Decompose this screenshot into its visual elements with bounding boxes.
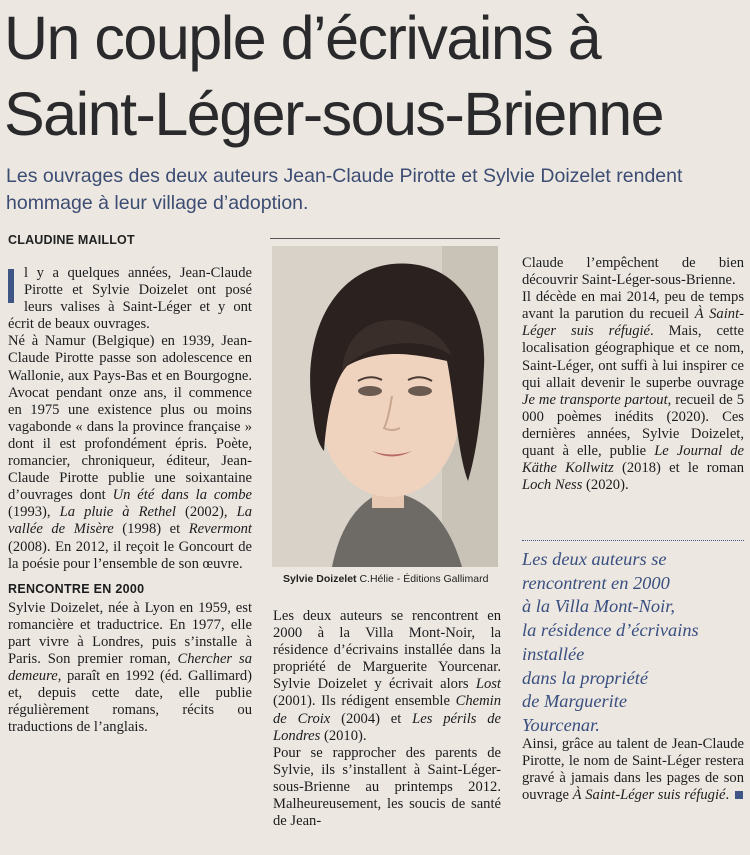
- column-1: [8, 265, 252, 737]
- book-title: Lost: [475, 676, 501, 693]
- pullquote-line: la résidence d’écrivains: [522, 620, 699, 641]
- legacy-paragraph: Il décède en mai 2014, peu de temps avant la parution du recueil À Saint-Léger suis réfugié. Mais, cette localisation géographique et ce nom, Saint-Léger, ont suffi à lui inspirer ce qui allait devenir le superbe ouvrage Je me transporte partout, recueil de 5 000 poèmes inédits (2020). Ces dernières années, Sylvie Doizelet, quant à elle, publie Le Journal de Käthe Kollwitz (2018) et le roman Loch Ness (2020).: [522, 289, 744, 494]
- column-3: [522, 255, 744, 494]
- meeting-paragraph: Les deux auteurs se rencontrent en 2000 à la Villa Mont-Noir, la résidence d’écrivains installée dans la propriété de Marguerite Yourcenar. Sylvie Doizelet y écrivait alors Lost (2001). Ils rédigent ensemble Chemin de Croix (2004) et Les périls de Londres (2010).: [273, 608, 502, 744]
- closing-paragraph: Ainsi, grâce au talent de Jean-Claude Pirotte, le nom de Saint-Léger restera gravé à jamais dans les pages de son ouvrage À Saint-Léger suis réfugié.: [522, 736, 744, 804]
- photo-caption: [283, 573, 488, 585]
- caption-credit: C.Hélie - Éditions Gallimard: [359, 573, 489, 585]
- section-subhead: RENCONTRE EN 2000: [8, 581, 145, 596]
- book-title: À Saint-Léger suis réfugié: [572, 787, 726, 804]
- pullquote-line: de Marguerite: [522, 691, 628, 712]
- book-title: Le Journal de Käthe Kollwitz: [522, 443, 744, 477]
- author-portrait-photo: [272, 246, 498, 567]
- column-2: [273, 608, 501, 830]
- book-title: À Saint-Léger suis réfugié: [522, 306, 744, 340]
- intro-paragraph: l y a quelques années, Jean-Claude Pirotte et Sylvie Doizelet ont posé leurs valises à Saint-Léger et y ont écrit de beaux ouvrages.: [8, 265, 252, 333]
- book-title: Revermont: [188, 521, 252, 538]
- portrait-illustration: [272, 246, 498, 567]
- headline-line-2: Saint-Léger-sous-Brienne: [4, 80, 664, 148]
- pirotte-bio-paragraph: Né à Namur (Belgique) en 1939, Jean-Claude Pirotte passe son adolescence en Wallonie, aux Pays-Bas et en Bourgogne. Avocat pendant onze ans, il commence en 1975 une existence plus ou moins vagabonde « dans la province française » dont il est profondément épris. Poète, romancier, chroniqueur, éditeur, Jean-Claude Pirotte publie une soixantaine d’ouvrages dont Un été dans la combe (1993), La pluie à Rethel (2002), La vallée de Misère (1998) et Revermont (2008). En 2012, il reçoit le Goncourt de la poésie pour l’ensemble de son œuvre.: [8, 333, 252, 572]
- caption-name: Sylvie Doizelet: [283, 573, 357, 585]
- pullquote-line: à la Villa Mont-Noir,: [522, 596, 675, 617]
- continuation-paragraph: Claude l’empêchent de bien découvrir Saint-Léger-sous-Brienne.: [522, 255, 744, 289]
- book-title: Loch Ness: [522, 477, 583, 494]
- pullquote-line: installée: [522, 643, 585, 664]
- headline-line-1: Un couple d’écrivains à: [4, 4, 601, 72]
- book-title: Un été dans la combe: [112, 487, 252, 504]
- move-paragraph: Pour se rapprocher des parents de Sylvie, ils s’installent à Saint-Léger-sous-Brienne au printemps 2012. Malheureusement, les soucis de santé de Jean-: [273, 744, 501, 830]
- doizelet-bio-paragraph: Sylvie Doizelet, née à Lyon en 1959, est romancière et traductrice. En 1977, elle part vivre à Londres, puis s’installe à Paris. Son premier roman, Chercher sa demeure, paraît en 1992 (éd. Gallimard) et, depuis cette date, elle publie régulièrement romans, récits ou traductions de l’anglais.: [8, 599, 253, 736]
- book-title: La pluie à Rethel: [59, 504, 176, 521]
- pullquote-line: Les deux auteurs se: [522, 549, 667, 569]
- photo-top-rule: [270, 238, 500, 239]
- standfirst: Les ouvrages des deux auteurs Jean-Claude Pirotte et Sylvie Doizelet rendent hommage à leur village d’adoption.: [6, 165, 683, 214]
- book-title: Chercher sa demeure: [8, 651, 253, 685]
- pullquote: [522, 548, 746, 738]
- pullquote-rule: [522, 540, 744, 541]
- book-title: La vallée de Misère: [8, 504, 252, 538]
- pullquote-line: Yourcenar.: [522, 714, 600, 735]
- pullquote-line: rencontrent en 2000: [522, 572, 670, 593]
- byline: CLAUDINE MAILLOT: [8, 233, 135, 247]
- headline: [4, 0, 746, 152]
- book-title: Je me transporte partout: [522, 391, 668, 408]
- book-title: Les périls de Londres: [273, 710, 502, 744]
- end-of-article-mark: [735, 791, 743, 799]
- dropcap-bar: [8, 269, 14, 303]
- book-title: Chemin de Croix: [273, 693, 501, 727]
- pullquote-line: dans la propriété: [522, 667, 649, 688]
